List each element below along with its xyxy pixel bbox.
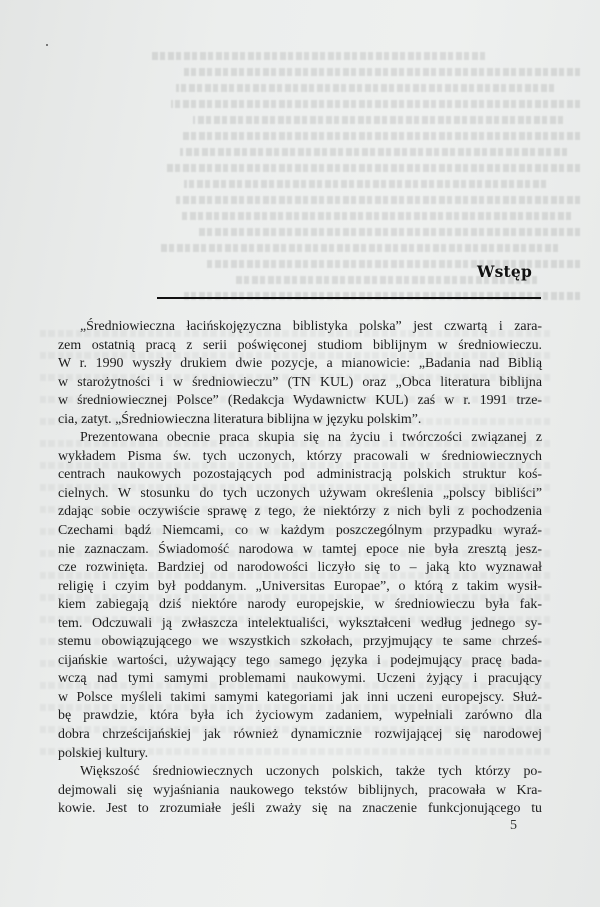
text-line: cijańskie wartości, używający tego samego języka i podejmujący pracę bada- <box>58 652 542 668</box>
paragraph <box>58 763 542 819</box>
text-line: cielnych. W stosunku do tych uczonych używam określenia „polscy bibliści” <box>58 485 542 501</box>
text-line: kowie. Jest to zrozumiałe jeśli zważy się na znaczenie funkcjonującego tu <box>58 801 542 817</box>
text-line: W r. 1990 wyszły drukiem dwie pozycje, a mianowicie: „Badania nad Biblią <box>58 356 542 372</box>
text-line: polskiej kultury. <box>58 745 149 761</box>
text-line: wczą nad tymi samymi problemami naukowymi. Uczeni żyjący i pracujący <box>58 671 542 687</box>
text-line: centrach naukowych pozostających pod administracją polskich struktur koś- <box>58 467 542 483</box>
text-line: w starożytności i w średniowieczu” (TN KUL) oraz „Obca literatura biblijna <box>58 374 542 390</box>
text-line: wykładem Pisma św. tych uczonych, którzy pracowali w średniowiecznych <box>58 448 542 464</box>
text-line: w średniowiecznej Polsce” (Redakcja Wydawnictw KUL) zaś w r. 1991 trze- <box>58 393 542 409</box>
paragraph <box>58 429 542 763</box>
text-line: dejmowali się wyjaśniania naukowego tekstów biblijnych, pracowała w Kra- <box>58 782 542 798</box>
ink-speck <box>46 44 48 46</box>
text-line: „Średniowieczna łacińskojęzyczna biblistyka polska” jest czwartą i zara- <box>80 319 542 334</box>
page-number: 5 <box>510 818 517 833</box>
text-line: cia, zatyt. „Średniowieczna literatura biblijna w języku polskim”. <box>58 411 422 427</box>
heading-rule <box>157 297 541 299</box>
paragraph <box>58 318 542 429</box>
chapter-heading: Wstęp <box>477 262 532 281</box>
text-line: bę prawdzie, która była ich życiowym zadaniem, wypełniali zarówno dla <box>58 708 542 724</box>
text-line: stemu obowiązującego we wszystkich szkołach, przyjmujący te same chrześ- <box>58 634 542 650</box>
text-line: Czechami bądź Niemcami, co w każdym poszczególnym przypadku wyraź- <box>58 523 542 539</box>
text-line: w Polsce myśleli takimi samymi kategoriami jak inni uczeni europejscy. Służ- <box>58 689 542 705</box>
text-line: religię i czyim był poddanym. „Universitas Europae”, o którą z takim wysił- <box>58 578 542 594</box>
text-line: zdając sobie oczywiście sprawę z tego, że niektórzy z nich byli z pochodzenia <box>58 504 542 520</box>
text-line: Prezentowana obecnie praca skupia się na życiu i twórczości związanej z <box>80 430 542 446</box>
text-line: nie zaznaczam. Świadomość narodowa w tamtej epoce nie była zresztą jesz- <box>58 541 542 557</box>
text-line: cze rozwinięta. Bardziej od narodowości liczyło się to – jaką kto wyznawał <box>58 560 542 576</box>
text-line: zem ostatnią pracą z serii poświęconej studiom biblijnym w średniowieczu. <box>58 337 542 353</box>
body-text <box>58 318 542 819</box>
text-line: Większość średniowiecznych uczonych polskich, także tych którzy po- <box>80 764 542 780</box>
text-line: kiem zabiegają dziś niektóre narody europejskie, w średniowieczu była fak- <box>58 597 542 613</box>
text-line: tem. Odczuwali ją zwłaszcza intelektualiści, wykształceni według jednego sy- <box>58 615 542 631</box>
text-line: dobra chrześcijańskiej jak również dynamicznie rozwijającej się narodowej <box>58 727 542 743</box>
